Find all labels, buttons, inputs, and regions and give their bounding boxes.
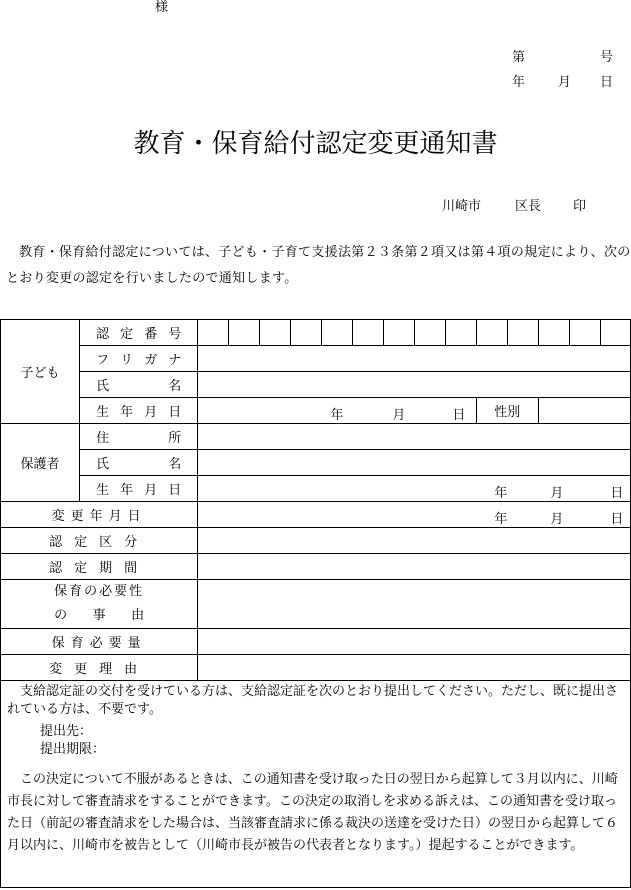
label-char: 氏: [96, 379, 110, 394]
intro-text: 教育・保育給付認定については、子ども・子育て支援法第２３条第２項又は第４項の規定により、次のとおり変更の認定を行いましたので通知します。: [6, 245, 631, 286]
cert-number-cell[interactable]: [507, 320, 538, 346]
care-amount-field[interactable]: [198, 629, 631, 655]
label-char: 番: [144, 327, 158, 342]
row-cert-period: [1, 554, 631, 580]
submission-instructions: 支給認定証の交付を受けている方は、支給認定証を次のとおり提出してください。ただし、既に提出されている方は、不要です。: [7, 684, 619, 717]
label-char: 年: [120, 405, 134, 420]
group-child: 子ども: [1, 320, 80, 424]
label-char: ガ: [144, 353, 158, 368]
label-char: 生: [96, 483, 110, 498]
label-char: 年: [120, 483, 134, 498]
number-prefix: 第: [512, 50, 526, 65]
gender-field[interactable]: [538, 398, 630, 424]
row-child-birthdate: [1, 398, 631, 424]
label-child-name: [80, 372, 198, 398]
label-change-reason: 変更理由: [1, 655, 198, 681]
label-cert-category: 認定区分: [1, 528, 198, 554]
row-guardian-birthdate: [1, 476, 631, 502]
cert-category-field[interactable]: [198, 528, 631, 554]
cert-number-cell[interactable]: [445, 320, 476, 346]
label-guardian-birthdate: [80, 476, 198, 502]
certification-table: [0, 319, 631, 681]
label-necessity-line1: 保育の必要性: [54, 584, 145, 599]
cert-number-cell[interactable]: [291, 320, 321, 346]
row-guardian-name: [1, 450, 631, 476]
label-char: 事: [92, 608, 106, 623]
cert-number-cell[interactable]: [260, 320, 291, 346]
label-char: 名: [168, 457, 182, 472]
issue-date-year: 年: [512, 75, 526, 90]
cert-number-cell[interactable]: [569, 320, 600, 346]
child-furigana-field[interactable]: [198, 346, 631, 372]
row-guardian-address: [1, 424, 631, 450]
label-char: 氏: [96, 457, 110, 472]
document-title: 教育・保育給付認定変更通知書: [133, 129, 498, 159]
label-necessity-reason: [1, 580, 198, 629]
label-address: [80, 424, 198, 450]
notice-box: [0, 680, 631, 888]
guardian-name-field[interactable]: [198, 450, 631, 476]
label-char: 号: [168, 327, 182, 342]
label-cert-number: [80, 320, 198, 346]
birthdate-day-unit: 日: [452, 408, 466, 423]
guardian-address-field[interactable]: [198, 424, 631, 450]
change-reason-field[interactable]: [198, 655, 631, 681]
cert-number-cell[interactable]: [198, 320, 229, 346]
cert-number-cell[interactable]: [476, 320, 507, 346]
label-change-date: 変更年月日: [1, 502, 198, 528]
date-month-unit: 月: [550, 512, 564, 527]
label-guardian-name: [80, 450, 198, 476]
submit-to-label: 提出先：: [40, 724, 93, 739]
submit-deadline-label: 提出期限：: [40, 742, 106, 757]
cert-number-cell[interactable]: [383, 320, 414, 346]
issue-date-day: 日: [600, 75, 614, 90]
number-suffix: 号: [600, 50, 614, 65]
cert-period-field[interactable]: [198, 554, 631, 580]
cert-number-cell[interactable]: [600, 320, 630, 346]
label-char: の: [54, 608, 68, 623]
gender-label: 性別: [476, 398, 538, 424]
issue-date-month: 月: [558, 75, 572, 90]
label-cert-period: 認定期間: [1, 554, 198, 580]
row-care-amount: [1, 629, 631, 655]
label-char: 認: [96, 327, 110, 342]
label-care-amount: 保育必要量: [1, 629, 198, 655]
issuer-seal: 印: [573, 199, 587, 214]
row-child-furigana: [1, 346, 631, 372]
group-guardian: 保護者: [1, 424, 80, 502]
label-char: 日: [168, 483, 182, 498]
row-change-date: [1, 502, 631, 528]
change-date-field[interactable]: [198, 502, 631, 528]
cert-number-cell[interactable]: [538, 320, 569, 346]
row-necessity-reason: [1, 580, 631, 629]
row-change-reason: [1, 655, 631, 681]
cert-number-cell[interactable]: [414, 320, 445, 346]
child-name-field[interactable]: [198, 372, 631, 398]
label-char: 由: [131, 608, 145, 623]
label-char: 月: [144, 405, 158, 420]
label-char: 住: [96, 431, 110, 446]
date-year-unit: 年: [494, 486, 508, 501]
child-birthdate-field[interactable]: [198, 398, 476, 424]
label-char: 名: [168, 379, 182, 394]
intro-paragraph: [6, 240, 631, 292]
birthdate-year-unit: 年: [330, 408, 344, 423]
label-furigana: [80, 346, 198, 372]
label-child-birthdate: [80, 398, 198, 424]
date-year-unit: 年: [494, 512, 508, 527]
label-char: フ: [96, 353, 110, 368]
cert-number-cell[interactable]: [352, 320, 383, 346]
issuer-city: 川崎市: [442, 199, 482, 214]
label-char: 定: [120, 327, 134, 342]
label-char: 日: [168, 405, 182, 420]
date-day-unit: 日: [610, 486, 624, 501]
label-char: 月: [144, 483, 158, 498]
cert-number-cell[interactable]: [229, 320, 260, 346]
row-child-name: [1, 372, 631, 398]
date-month-unit: 月: [550, 486, 564, 501]
label-necessity-line2: [54, 604, 144, 628]
row-cert-category: [1, 528, 631, 554]
label-char: リ: [120, 353, 134, 368]
addressee-suffix: 様: [155, 0, 169, 15]
label-char: 所: [168, 431, 182, 446]
cert-number-cell[interactable]: [321, 320, 352, 346]
date-day-unit: 日: [610, 512, 624, 527]
birthdate-month-unit: 月: [392, 408, 406, 423]
guardian-birthdate-field[interactable]: [198, 476, 631, 502]
necessity-reason-field[interactable]: [198, 580, 631, 629]
issuer-ward-head: 区長: [515, 199, 542, 214]
label-char: 生: [96, 405, 110, 420]
appeal-notice: この決定について不服があるときは、この通知書を受け取った日の翌日から起算して３月以内に、川崎市長に対して審査請求をすることができます。この決定の取消しを求める訴えは、この通知書を受け取った日（前記の審査請求をした場合は、当該審査請求に係る裁決の送達を受けた日）の翌日から起算して６月以内に、川崎市を被告として（川崎市長が被告の代表者となります。）提起することができます。: [7, 772, 619, 853]
label-char: ナ: [168, 353, 182, 368]
row-cert-number: [1, 320, 631, 346]
